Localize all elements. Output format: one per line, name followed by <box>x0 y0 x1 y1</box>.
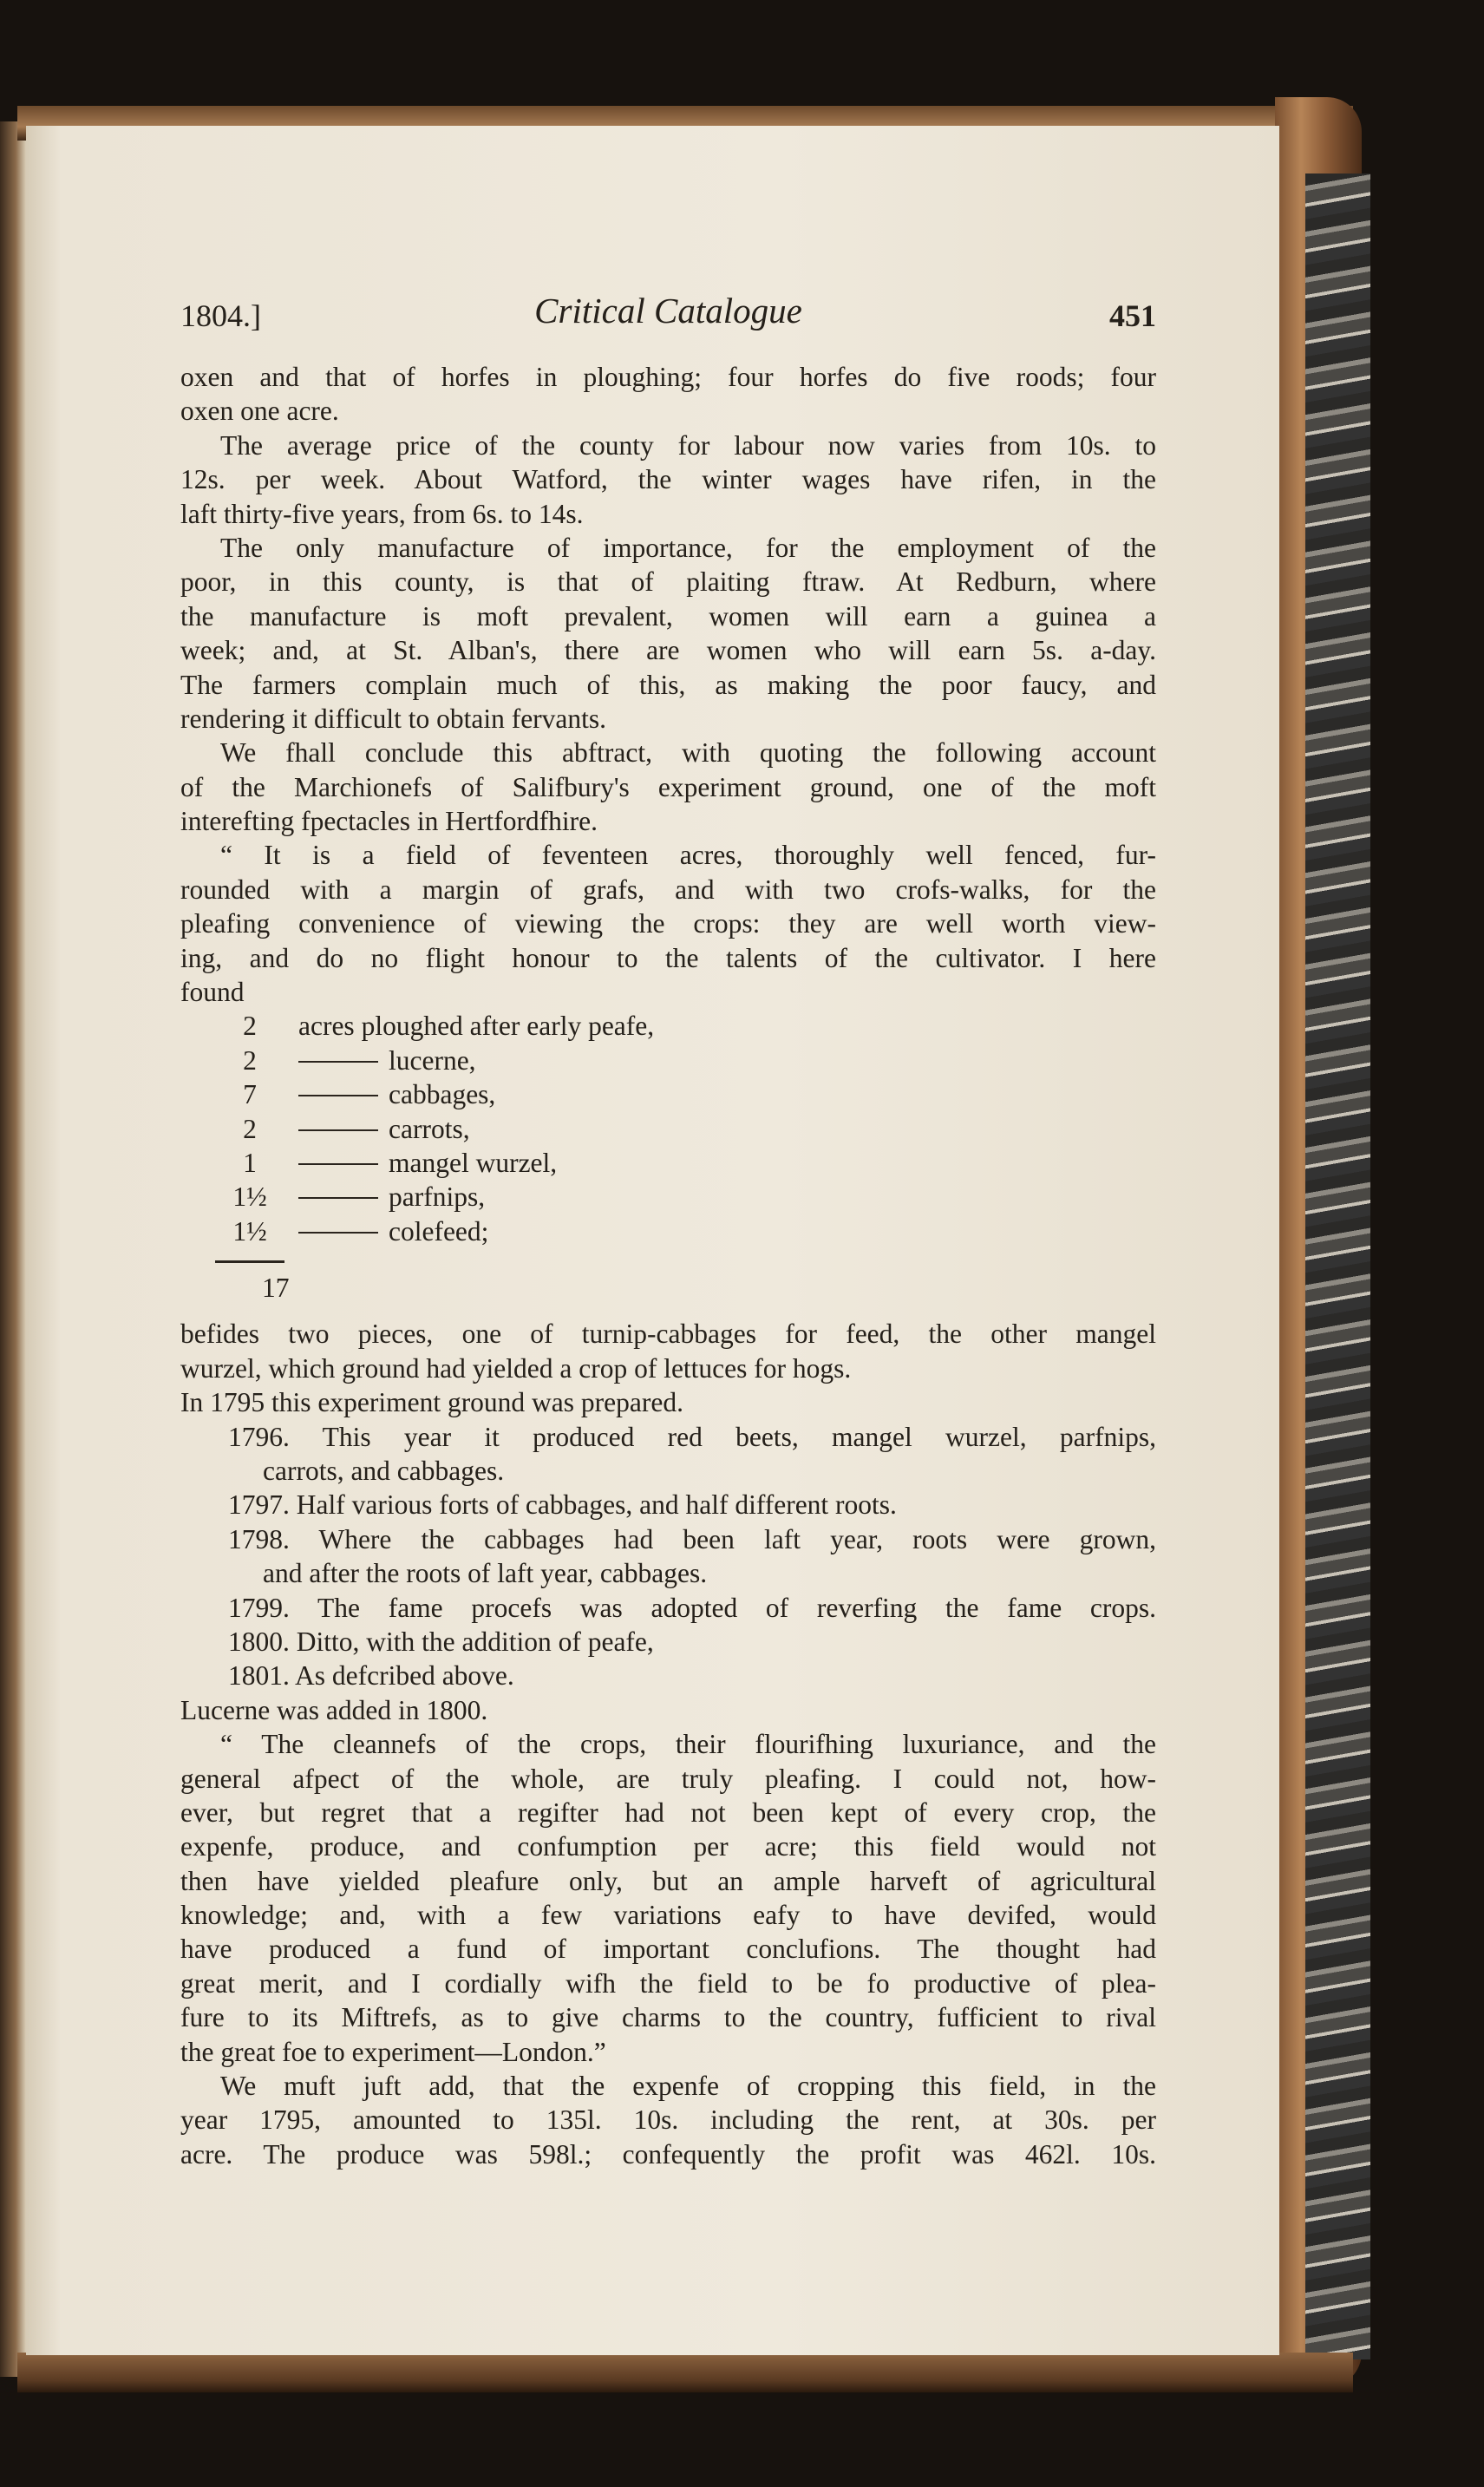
text-line: ever, but regret that a regifter had not been kept of every crop, the <box>180 1797 1156 1828</box>
text-line: befides two pieces, one of turnip-cabbages for feed, the other mangel <box>180 1319 1156 1350</box>
crop-name: lucerne, <box>389 1044 476 1076</box>
text-line: poor, in this county, is that of plaiting ftraw. At Redburn, where <box>180 566 1156 598</box>
text-line: “ The cleannefs of the crops, their flourifhing luxuriance, and the <box>220 1729 1156 1760</box>
crop-acres: 2 <box>243 1113 257 1144</box>
text-line: In 1795 this experiment ground was prepared. <box>180 1387 683 1418</box>
text-line: ing, and do no flight honour to the talents of the cultivator. I here <box>180 942 1156 973</box>
text-line: rendering it difficult to obtain fervants. <box>180 703 607 734</box>
ditto-dash <box>298 1095 378 1096</box>
text-line: expenfe, produce, and confumption per acre; this field would not <box>180 1831 1156 1862</box>
text-line: wurzel, which ground had yielded a crop of lettuces for hogs. <box>180 1352 852 1384</box>
ditto-dash <box>298 1163 378 1165</box>
crop-name: colefeed; <box>389 1215 489 1247</box>
crop-name: acres ploughed after early peafe, <box>298 1011 655 1042</box>
text-line: The only manufacture of importance, for the employment of the <box>220 532 1156 563</box>
text-line: general afpect of the whole, are truly pleafing. I could not, how- <box>180 1763 1156 1794</box>
text-line: 1797. Half various forts of cabbages, and half different roots. <box>228 1489 897 1521</box>
text-line: We fhall conclude this abftract, with quoting the following account <box>220 737 1156 769</box>
text-line: The average price of the county for labour now varies from 10s. to <box>220 429 1156 461</box>
crop-acres: 7 <box>243 1079 257 1110</box>
page-number: 451 <box>1109 298 1156 333</box>
crop-name: cabbages, <box>389 1079 496 1110</box>
text-line: great merit, and I cordially wifh the field to be fo productive of plea- <box>180 1967 1156 1999</box>
text-line: then have yielded pleafure only, but an ample harveft of agricultural <box>180 1865 1156 1896</box>
text-line: 1799. The fame procefs was adopted of reverfing the fame crops. <box>228 1592 1156 1623</box>
text-line: week; and, at St. Alban's, there are women who will earn 5s. a-day. <box>180 635 1156 666</box>
text-line: the manufacture is moft prevalent, women will earn a guinea a <box>180 600 1156 632</box>
text-line: “ It is a field of feventeen acres, thoroughly well fenced, fur- <box>220 840 1156 871</box>
ditto-dash <box>298 1197 378 1199</box>
text-line: 1798. Where the cabbages had been laft year, roots were grown, <box>228 1523 1156 1554</box>
book-cover-bottom-edge <box>17 2353 1353 2392</box>
left-page-edge <box>0 121 26 2377</box>
crop-acres: 1½ <box>232 1181 267 1213</box>
text-line: 1801. As defcribed above. <box>228 1660 514 1692</box>
text-line: interefting fpectacles in Hertfordfhire. <box>180 806 598 837</box>
ditto-dash <box>298 1129 378 1131</box>
text-line: The farmers complain much of this, as making the poor faucy, and <box>180 669 1156 700</box>
crop-name: carrots, <box>389 1113 470 1144</box>
header-title: Critical Catalogue <box>534 291 802 331</box>
running-header <box>180 291 1156 360</box>
crop-acres: 2 <box>243 1044 257 1076</box>
page-text-block <box>180 291 1156 2171</box>
crop-name: mangel wurzel, <box>389 1148 558 1179</box>
text-line: 12s. per week. About Watford, the winter wages have rifen, in the <box>180 464 1156 495</box>
crop-acres: 1½ <box>232 1215 267 1247</box>
text-line: oxen one acre. <box>180 396 339 427</box>
text-line: Lucerne was added in 1800. <box>180 1694 488 1725</box>
sum-rule <box>180 1248 1156 1283</box>
crop-total <box>180 1273 1156 1317</box>
text-line: oxen and that of horfes in ploughing; four horfes do five roods; four <box>180 362 1156 392</box>
text-line: fure to its Miftrefs, as to give charms to the country, fufficient to rival <box>180 2002 1156 2033</box>
text-line: rounded with a margin of grafs, and with two crofs-walks, for the <box>180 874 1156 905</box>
text-line: have produced a fund of important conclufions. The thought had <box>180 1934 1156 1965</box>
text-line: acre. The produce was 598l.; confequently the profit was 462l. 10s. <box>180 2138 1156 2170</box>
crop-table <box>180 1009 1156 1248</box>
text-line: of the Marchionefs of Salifbury's experiment ground, one of the moft <box>180 771 1156 802</box>
text-line: and after the roots of laft year, cabbages. <box>263 1558 708 1589</box>
text-line: knowledge; and, with a few variations eafy to have devifed, would <box>180 1900 1156 1931</box>
text-line: the great foe to experiment—London.” <box>180 2036 606 2067</box>
ditto-dash <box>298 1232 378 1234</box>
header-year: 1804.] <box>180 298 261 333</box>
text-line: 1800. Ditto, with the addition of peafe, <box>228 1626 654 1657</box>
crop-acres: 2 <box>243 1011 257 1042</box>
ditto-dash <box>298 1061 378 1063</box>
text-line: pleafing convenience of viewing the crops: they are well worth view- <box>180 908 1156 939</box>
text-line: 1796. This year it produced red beets, mangel wurzel, parfnips, <box>228 1421 1156 1452</box>
crop-acres: 1 <box>243 1148 257 1179</box>
text-line: laft thirty-five years, from 6s. to 14s. <box>180 498 584 529</box>
text-line: found <box>180 977 245 1008</box>
crop-name: parfnips, <box>389 1181 486 1213</box>
crop-total-value: 17 <box>262 1273 290 1304</box>
marbled-page-edge <box>1305 173 1370 2359</box>
text-line: year 1795, amounted to 135l. 10s. including the rent, at 30s. per <box>180 2104 1156 2136</box>
text-line: carrots, and cabbages. <box>263 1455 505 1486</box>
text-line: We muft juft add, that the expenfe of cropping this field, in the <box>220 2071 1156 2102</box>
